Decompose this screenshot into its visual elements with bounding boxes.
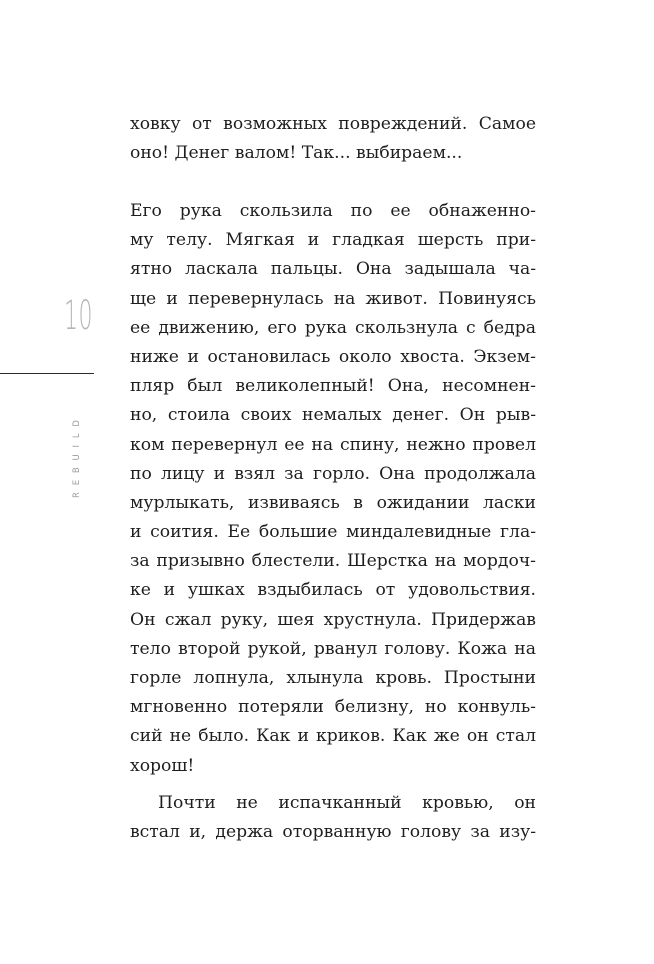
text-line: встал и, держа оторванную голову за изу-	[130, 822, 536, 843]
text-line: мгновенно потеряли белизну, но конвуль-	[130, 697, 536, 718]
text-line: сий не было. Как и криков. Как же он стал	[130, 726, 536, 747]
running-head: REBUILD	[72, 413, 82, 498]
text-line: Он сжал руку, шея хрустнула. Придержав	[130, 609, 536, 630]
text-line: пляр был великолепный! Она, несомнен-	[130, 376, 536, 397]
text-line: ниже и остановилась около хвоста. Экзем-	[130, 346, 536, 367]
text-line: ке и ушках вздыбилась от удовольствия.	[130, 580, 536, 601]
text-line: ховку от возможных повреждений. Самое	[130, 114, 536, 134]
text-line: ще и перевернулась на живот. Повинуясь	[130, 288, 536, 309]
text-line: по лицу и взял за горло. Она продолжала	[130, 463, 536, 484]
paragraph-2	[130, 197, 536, 781]
text-line: ее движению, его рука скользнула с бедра	[130, 317, 536, 338]
text-line: но, стоила своих немалых денег. Он рыв-	[130, 405, 536, 426]
text-line: тело второй рукой, рванул голову. Кожа на	[130, 638, 536, 659]
text-line: ком перевернул ее на спину, нежно провел	[130, 434, 536, 455]
text-line: му телу. Мягкая и гладкая шерсть при-	[130, 230, 536, 251]
text-line: и соития. Ее большие миндалевидные гла-	[130, 522, 536, 543]
paragraph-1	[130, 110, 536, 168]
side-rule	[0, 373, 94, 374]
paragraph-3	[130, 789, 536, 847]
text-line: оно! Денег валом! Так... выбираем...	[130, 143, 463, 164]
text-line: Его рука скользила по ее обнаженно-	[130, 201, 536, 221]
text-line: за призывно блестели. Шерстка на мордоч-	[130, 551, 536, 572]
text-line: хорош!	[130, 755, 195, 776]
text-line: мурлыкать, извиваясь в ожидании ласки	[130, 492, 536, 513]
page-number: 10	[64, 293, 94, 339]
text-line: Почти не испачканный кровью, он	[158, 793, 536, 813]
text-line: горле лопнула, хлынула кровь. Простыни	[130, 668, 536, 688]
text-line: ятно ласкала пальцы. Она задышала ча-	[130, 259, 536, 280]
